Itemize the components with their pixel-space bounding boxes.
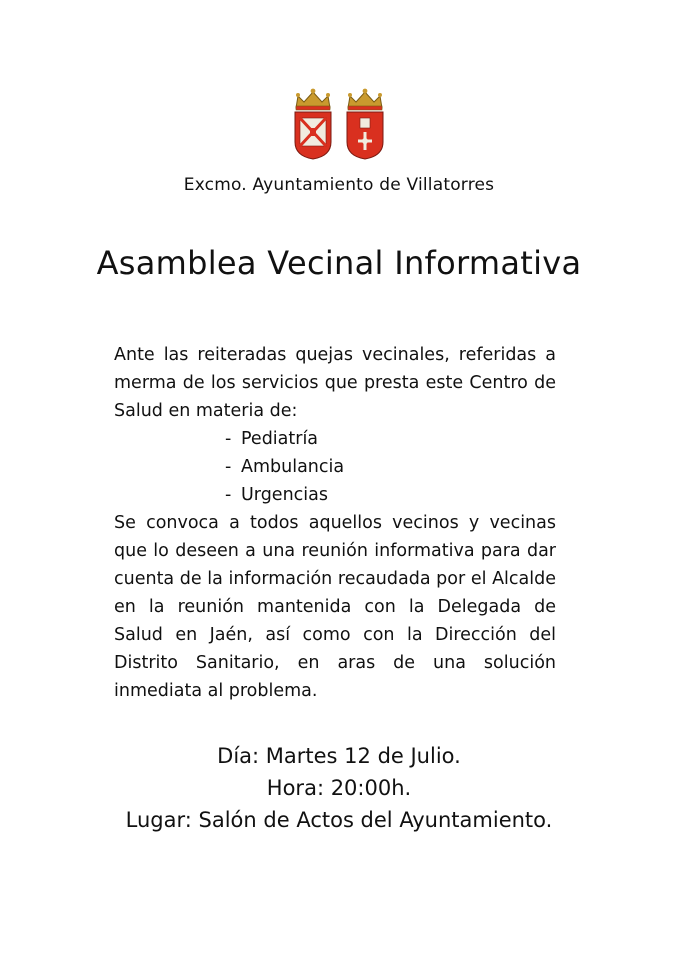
intro-paragraph: Ante las reiteradas quejas vecinales, referidas a merma de los servicios que presta este Centro de Salud en materia de:: [114, 345, 556, 421]
meeting-place: Lugar: Salón de Actos del Ayuntamiento.: [125, 808, 553, 832]
document-title: Asamblea Vecinal Informativa: [96, 244, 582, 282]
meeting-time: Hora: 20:00h.: [266, 776, 412, 800]
service-pediatria: Pediatría: [241, 429, 319, 449]
meeting-day: Día: Martes 12 de Julio.: [217, 744, 461, 768]
service-urgencias: Urgencias: [241, 485, 328, 505]
call-paragraph: Se convoca a todos aquellos vecinos y vecinas que lo deseen a una reunión informativa para dar cuenta de la información recaudada por el Alcalde en la reunión mantenida con la Delegada de Salud en Jaén, así como con la Dirección del Distrito Sanitario, en aras de una solución inmediata al problema.: [114, 513, 556, 701]
left-coat-of-arms-icon: [292, 86, 334, 160]
organization-name: Excmo. Ayuntamiento de Villatorres: [183, 175, 495, 195]
coats-of-arms: [0, 86, 678, 160]
list-item: - Pediatría: [225, 425, 344, 453]
list-item: - Ambulancia: [225, 453, 344, 481]
meeting-details: [0, 740, 678, 836]
service-ambulancia: Ambulancia: [241, 457, 345, 477]
right-coat-of-arms-icon: [344, 86, 386, 160]
list-item: - Urgencias: [225, 481, 344, 509]
services-list: [225, 425, 344, 509]
